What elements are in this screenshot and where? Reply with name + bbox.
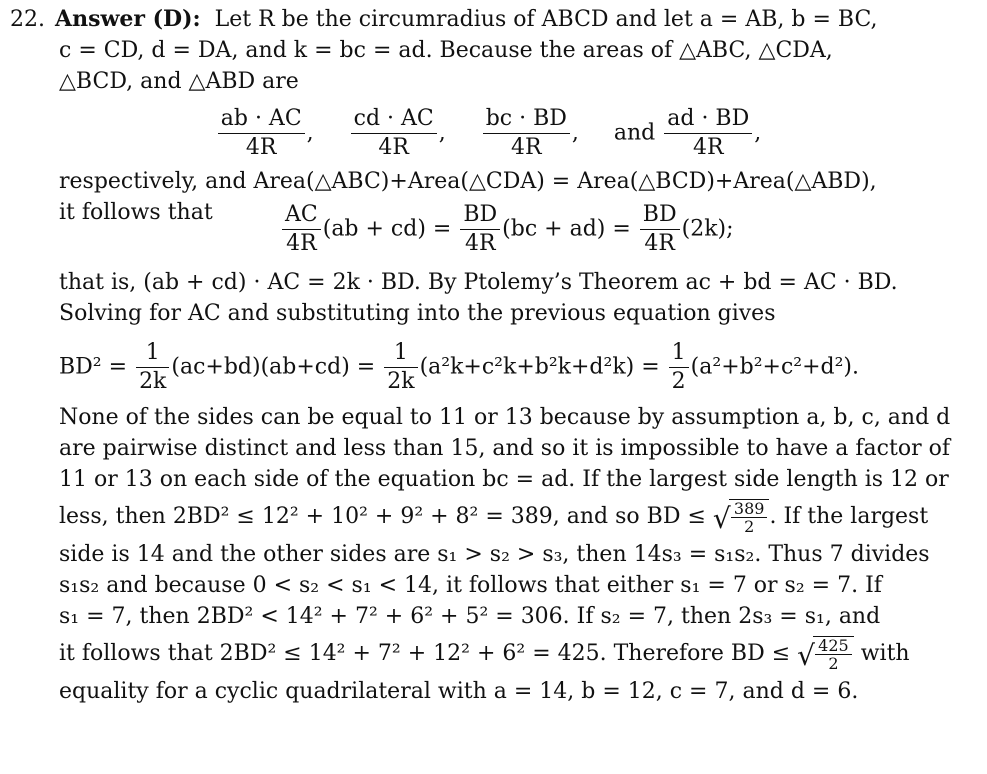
eq1-frac-bd — [460, 201, 500, 258]
equation-1 — [280, 201, 734, 258]
sqrt-425-over-2 — [797, 636, 854, 672]
answer-label: Answer (D): — [55, 6, 201, 32]
and-word: and — [613, 120, 656, 146]
eq1-term-1: (ab + cd) = — [322, 216, 452, 242]
para4-line-7: s₁ = 7, then 2BD² < 14² + 7² + 6² + 5² = 306. If s₂ = 7, then 2s₃ = s₁, and — [59, 604, 881, 629]
frac-num: bc · BD — [483, 105, 570, 134]
solving-line: Solving for AC and substituting into the previous equation gives — [59, 301, 776, 326]
frac-num: 389 — [731, 500, 768, 518]
para4-line-1: None of the sides can be equal to 11 or 13 because by assumption a, b, c, and d — [59, 405, 951, 430]
para4-line-8 — [10, 636, 967, 672]
frac-den: 4R — [464, 231, 496, 256]
frac-den: 2 — [828, 654, 839, 673]
frac-den: 2 — [744, 517, 755, 536]
frac-num: ab · AC — [218, 105, 305, 134]
intro-line-2: c = CD, d = DA, and k = bc = ad. Because the areas of △ABC, △CDA, — [59, 38, 833, 63]
follows-line: it follows that — [59, 200, 213, 225]
frac-den: 4R — [644, 231, 675, 256]
eq2-lhs: BD² = — [59, 354, 128, 380]
follows-block — [10, 197, 967, 261]
frac-den: 2 — [671, 369, 686, 394]
area-frac-cda — [351, 105, 437, 162]
frac-den: 2k — [387, 369, 415, 394]
equation-2 — [10, 339, 967, 396]
eq1-term-2: (bc + ad) = — [502, 216, 631, 242]
eq2-frac-3 — [669, 339, 689, 396]
frac-num: BD — [640, 201, 680, 230]
area-fractions: $\frac{ab \cdot AC}{4R}$ , $\frac{cd \cdot AC}{4R}$ , $\frac{bc \cdot BD}{4R}$ , and $\frac{ad \cdot BD}{4R}$ , — [10, 105, 967, 162]
para4-line-5: side is 14 and the other sides are s₁ > s₂ > s₃, then 14s₃ = s₁s₂. Thus 7 divides — [59, 542, 930, 567]
problem-number: 22. — [10, 7, 45, 32]
frac-den: 4R — [511, 135, 542, 160]
para4-line-4b: . If the largest — [769, 504, 929, 529]
frac-num: 425 — [815, 637, 852, 655]
frac-num: BD — [460, 201, 500, 230]
para4-line-8b: with — [860, 641, 910, 666]
area-frac-abd — [664, 105, 752, 162]
sqrt-frac — [731, 500, 768, 535]
para4-line-8a: it follows that 2BD² ≤ 14² + 7² + 12² + 6² = 425. Therefore BD ≤ — [59, 641, 791, 666]
para4-line-6: s₁s₂ and because 0 < s₂ < s₁ < 14, it follows that either s₁ = 7 or s₂ = 7. If — [59, 573, 882, 598]
eq1-frac-bd-2 — [640, 201, 680, 258]
sqrt-frac — [815, 637, 852, 672]
frac-num: cd · AC — [351, 105, 437, 134]
intro-line-3: △BCD, and △ABD are — [59, 69, 299, 94]
eq2-term-3: (a²+b²+c²+d²). — [690, 354, 860, 380]
eq2-term-1: (ac+bd)(ab+cd) = — [171, 354, 376, 380]
para4-line-2: are pairwise distinct and less than 15, and so it is impossible to have a factor of — [59, 436, 950, 461]
para4-line-3: 11 or 13 on each side of the equation bc = ad. If the largest side length is 12 or — [59, 467, 949, 492]
eq2-frac-1 — [136, 339, 169, 396]
para4-line-4a: less, then 2BD² ≤ 12² + 10² + 9² + 8² = 389, and so BD ≤ — [59, 504, 706, 529]
frac-num: 1 — [669, 339, 689, 368]
para4-line-4 — [10, 499, 967, 535]
frac-den: 4R — [245, 135, 277, 160]
intro-line-1: Let R be the circumradius of ABCD and let a = AB, b = BC, — [214, 7, 878, 32]
frac-num: ad · BD — [664, 105, 752, 134]
paragraph-intro — [10, 4, 967, 35]
eq1-term-3: (2k); — [681, 216, 734, 242]
frac-num: 1 — [136, 339, 169, 368]
eq2-term-2: (a²k+c²k+b²k+d²k) = — [419, 354, 660, 380]
eq2-frac-2 — [384, 339, 417, 396]
ptolemy-line: that is, (ab + cd) · AC = 2k · BD. By Ptolemy’s Theorem ac + bd = AC · BD. — [59, 270, 898, 295]
radical-icon: √ — [797, 639, 815, 672]
frac-num: AC — [282, 201, 321, 230]
frac-num: 1 — [384, 339, 417, 368]
frac-den: 4R — [286, 231, 317, 256]
respectively-line: respectively, and Area(△ABC)+Area(△CDA) = Area(△BCD)+Area(△ABD), — [59, 169, 877, 194]
frac-den: 4R — [378, 135, 409, 160]
frac-den: 4R — [692, 135, 724, 160]
sqrt-389-over-2 — [713, 499, 770, 535]
radical-icon: √ — [712, 502, 731, 535]
para4-line-9: equality for a cyclic quadrilateral with a = 14, b = 12, c = 7, and d = 6. — [59, 679, 859, 704]
area-frac-bcd — [483, 105, 570, 162]
area-frac-abc — [218, 105, 305, 162]
frac-den: 2k — [139, 369, 167, 394]
eq1-frac-ac — [282, 201, 321, 258]
